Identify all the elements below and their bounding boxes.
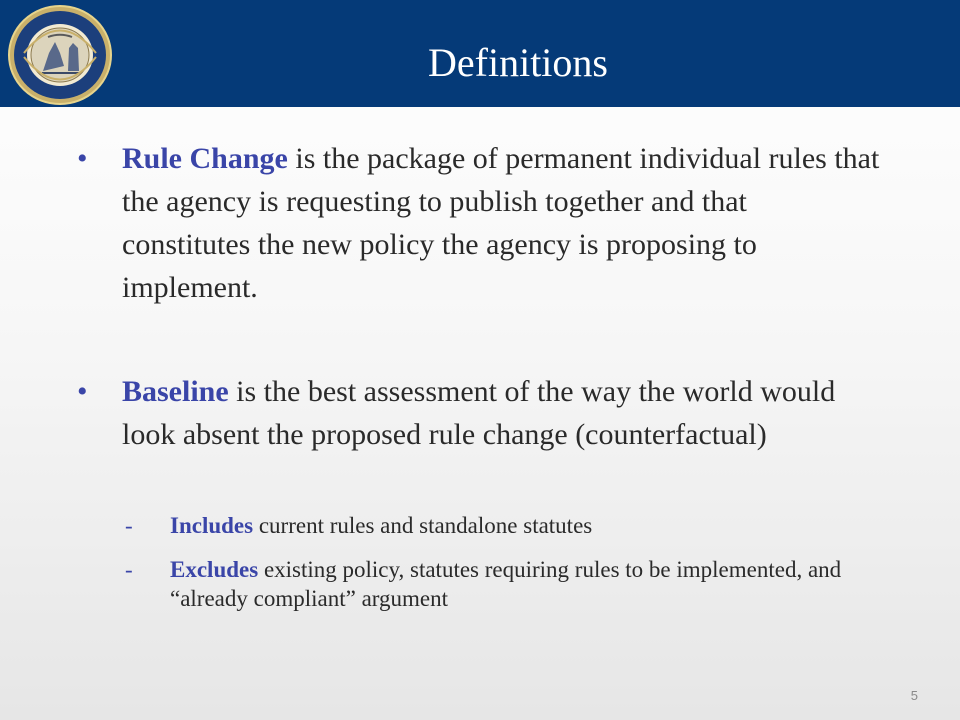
subbullet-text: existing policy, statutes requiring rules to be implemented, and “already compliant” argument	[170, 557, 842, 611]
subbullet-text: current rules and standalone statutes	[253, 513, 593, 538]
bullet-text: is the best assessment of the way the world would look absent the proposed rule change (counterfactual)	[122, 375, 836, 451]
subbullet-term: Includes	[170, 513, 254, 538]
slide-title: Definitions	[428, 40, 608, 85]
bullet-term: Baseline	[122, 375, 229, 408]
subbullet-term: Excludes	[170, 557, 259, 582]
bullet-term: Rule Change	[122, 142, 288, 175]
bullet-baseline	[77, 370, 882, 456]
bullet-dot-icon: •	[77, 142, 88, 175]
subbullet-includes	[125, 511, 870, 540]
bullet-rule-change	[77, 137, 882, 309]
dash-icon: -	[125, 513, 133, 538]
dash-icon: -	[125, 557, 133, 582]
bullet-dot-icon: •	[77, 375, 88, 408]
page-number: 5	[910, 688, 918, 703]
subbullet-excludes	[125, 555, 870, 613]
bullet-text: is the package of permanent individual rules that the agency is requesting to publish together and that constitutes the new policy the agency is proposing to implement.	[122, 142, 880, 304]
